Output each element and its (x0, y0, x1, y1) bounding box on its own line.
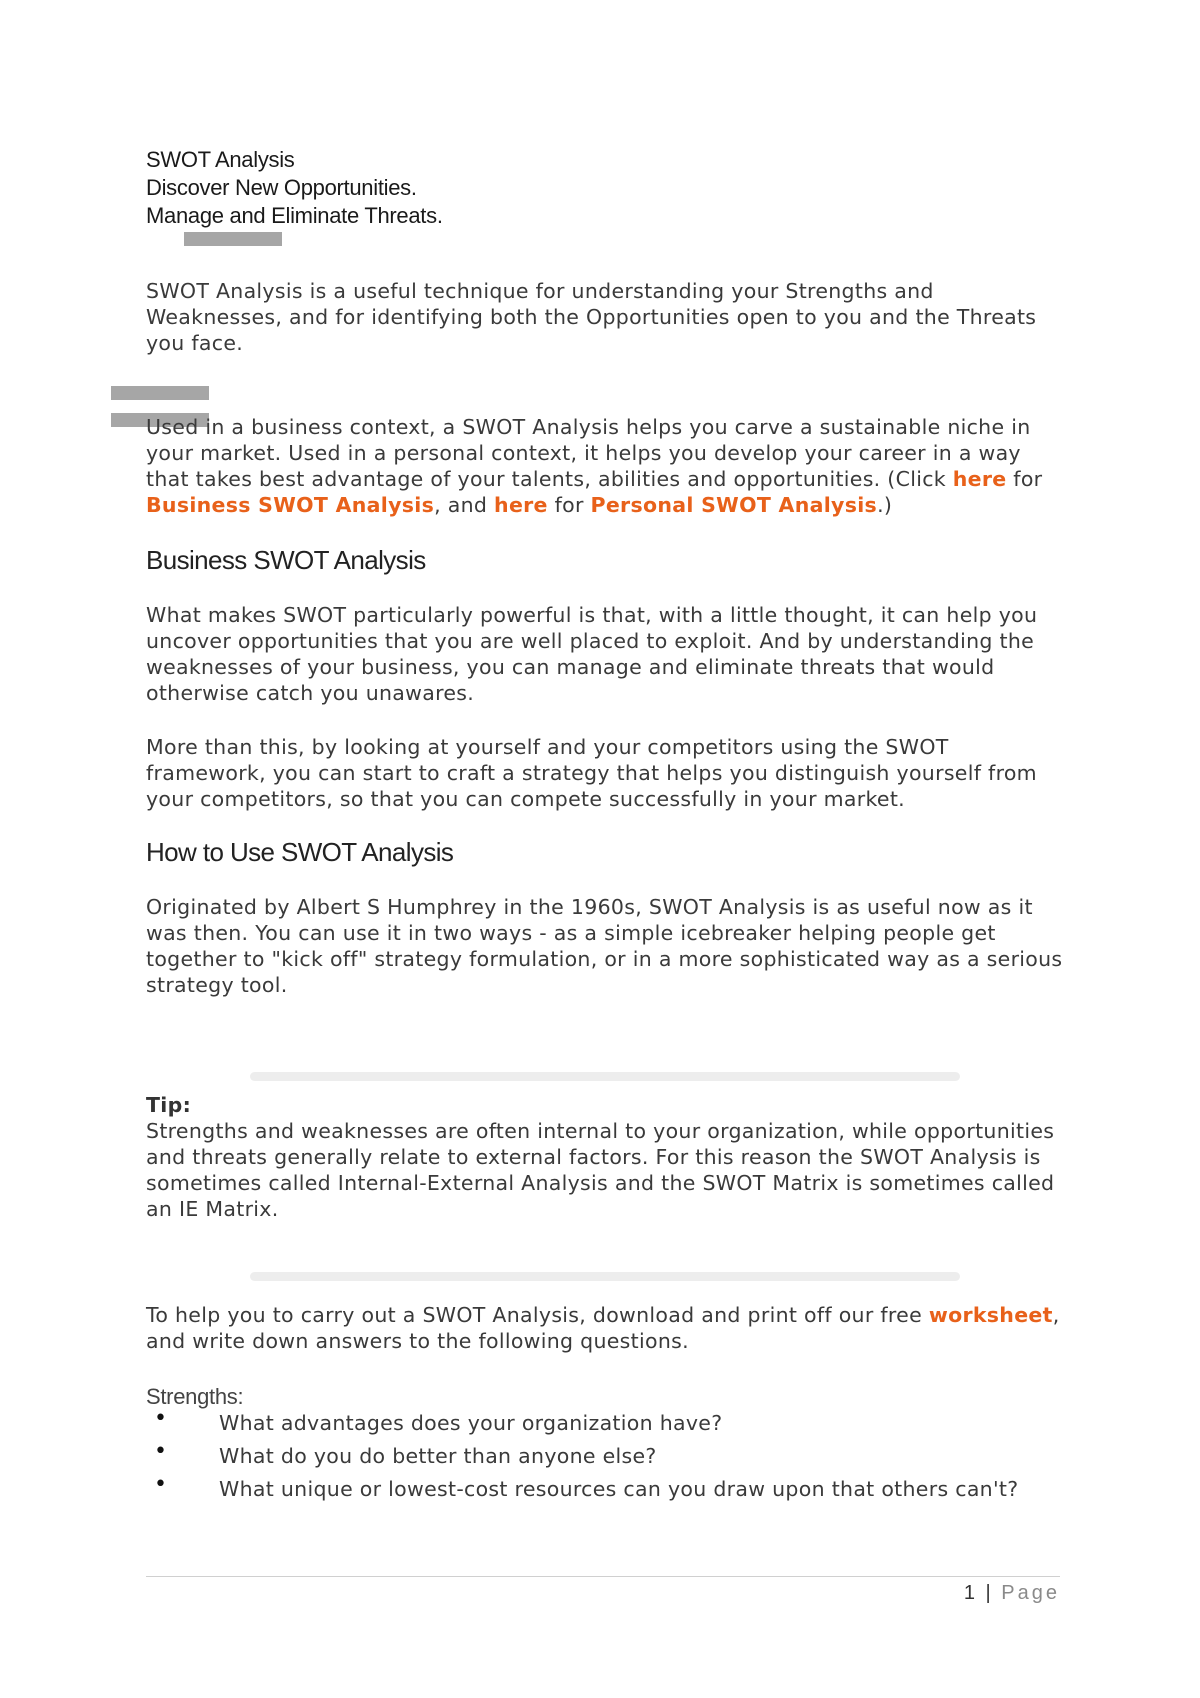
context-text: for (547, 493, 591, 517)
intro-paragraph: SWOT Analysis is a useful technique for understanding your Strengths and Weaknesses, and for identifying both the Opportunities open to you and the Threats you face. (146, 279, 1037, 355)
tip-label: Tip: (146, 1093, 192, 1117)
strengths-list (146, 1406, 1066, 1502)
business-paragraph: What makes SWOT particularly powerful is that, with a little thought, it can help you uncover opportunities that you are well placed to exploit. And by understanding the weaknesses of your business, you can manage and eliminate threats that would otherwise catch you unawares. (146, 603, 1038, 705)
context-text: Used in a business context, a SWOT Analysis helps you carve a sustainable niche in your market. Used in a personal context, it helps you develop your career in a way that takes best advantage of your talents, abilities and opportunities. (Click (146, 415, 1031, 491)
bullet-icon: • (154, 1472, 168, 1497)
title-line: SWOT Analysis (146, 147, 295, 172)
subtitle-line: Discover New Opportunities. (146, 175, 417, 200)
section-heading: How to Use SWOT Analysis (146, 837, 454, 867)
page-footer (964, 1582, 1060, 1605)
list-item-text: What do you do better than anyone else? (219, 1444, 657, 1468)
context-paragraph (146, 414, 1066, 518)
list-item-text: What advantages does your organization have? (219, 1411, 723, 1435)
context-text: for (1006, 467, 1043, 491)
page-label: Page (1001, 1582, 1060, 1604)
tip-text: Strengths and weaknesses are often internal to your organization, while opportunities and threats generally relate to external factors. For this reason the SWOT Analysis is sometimes called Internal-External Analysis and the SWOT Matrix is sometimes called an IE Matrix. (146, 1119, 1055, 1221)
strengths-label: Strengths: (146, 1384, 244, 1409)
worksheet-link[interactable]: worksheet (928, 1303, 1053, 1327)
personal-swot-link[interactable]: Personal SWOT Analysis (590, 493, 878, 517)
howto-paragraph: Originated by Albert S Humphrey in the 1960s, SWOT Analysis is as useful now as it was then. You can use it in two ways - as a simple icebreaker helping people get together to "kick off" strategy formulation, or in a more sophisticated way as a serious strategy tool. (146, 895, 1063, 997)
page-number: 1 (963, 1582, 976, 1604)
footer-divider (146, 1576, 1060, 1577)
subtitle-line: Manage and Eliminate Threats. (146, 203, 443, 228)
tip-top-rule (250, 1072, 960, 1081)
footer-separator: | (985, 1582, 992, 1604)
list-item-text: What unique or lowest-cost resources can you draw upon that others can't? (219, 1477, 1019, 1501)
document-title (146, 146, 1066, 230)
list-item (146, 1472, 1066, 1502)
here-link[interactable]: here (952, 467, 1007, 491)
business-paragraph: More than this, by looking at yourself and your competitors using the SWOT framework, you can start to craft a strategy that helps you distinguish yourself from your competitors, so that you can compete successfully in your market. (146, 735, 1037, 811)
list-item (146, 1406, 1066, 1436)
section-heading: Business SWOT Analysis (146, 545, 426, 575)
context-text: , and (434, 493, 495, 517)
worksheet-paragraph (146, 1302, 1066, 1354)
bullet-icon: • (154, 1406, 168, 1431)
tip-box (146, 1092, 1066, 1222)
context-text: .) (877, 493, 893, 517)
tip-bottom-rule (250, 1272, 960, 1281)
worksheet-text: , and write down answers to the following questions. (146, 1303, 1060, 1353)
worksheet-text: To help you to carry out a SWOT Analysis, download and print off our free (146, 1303, 929, 1327)
bullet-icon: • (154, 1439, 168, 1464)
document-content (146, 146, 1066, 1509)
list-item (146, 1439, 1066, 1469)
business-swot-link[interactable]: Business SWOT Analysis (146, 493, 435, 517)
here-link[interactable]: here (494, 493, 548, 517)
